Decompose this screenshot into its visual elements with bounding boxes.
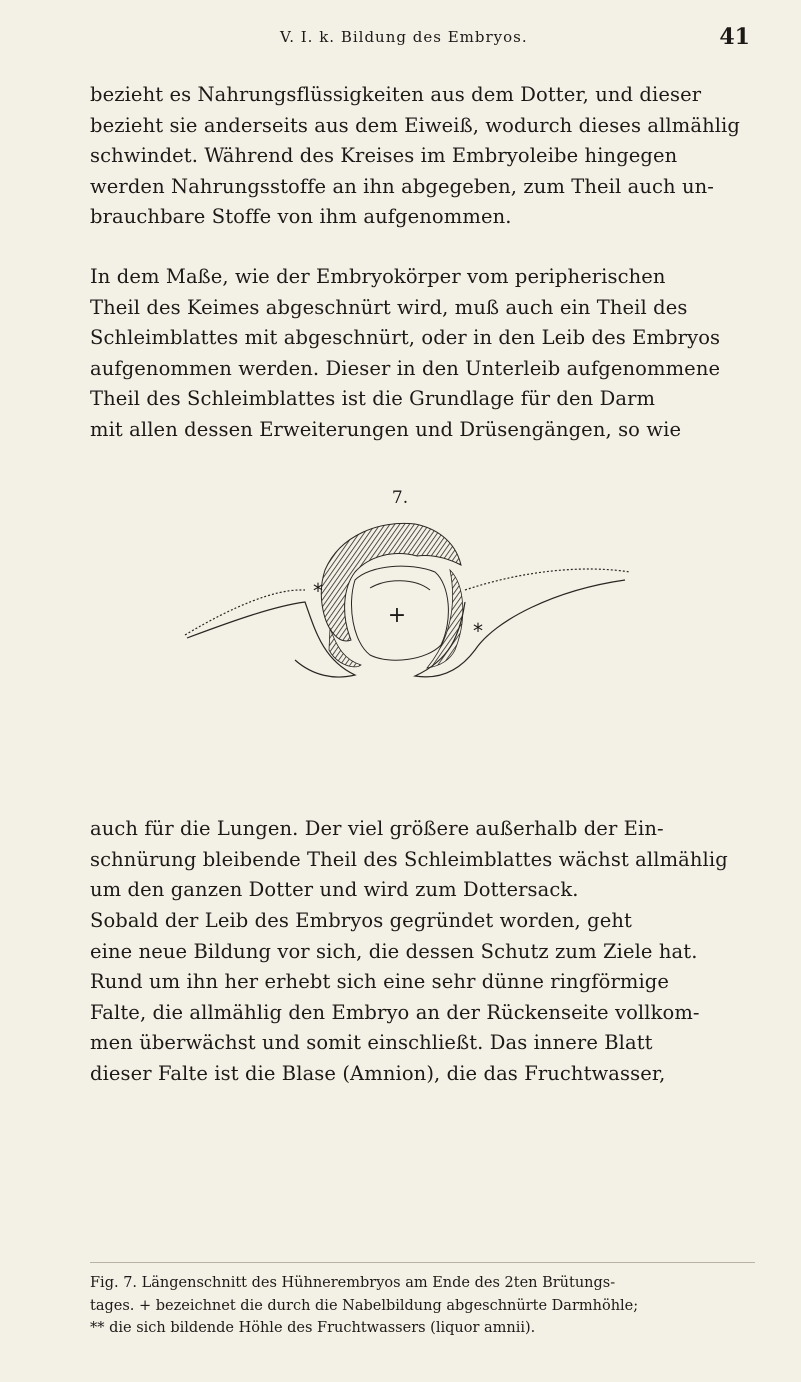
figure-number: 7. [391, 488, 409, 508]
paragraph-2 [90, 262, 755, 445]
text-line: auch für die Lungen. Der viel größere außerhalb der Ein- [90, 817, 664, 840]
embryo-section-figure [165, 510, 635, 690]
caption-line: Fig. 7. Längenschnitt des Hühnerembryos am Ende des 2ten Brütungs- [90, 1275, 616, 1291]
page-header [90, 24, 750, 64]
footnote-divider [90, 1262, 755, 1263]
text-line: bezieht sie anderseits aus dem Eiweiß, wodurch dieses allmählig [90, 113, 740, 137]
text-line: Theil des Schleimblattes ist die Grundlage für den Darm [90, 387, 656, 410]
text-line: Sobald der Leib des Embryos gegründet worden, geht [90, 909, 632, 932]
figure-caption [90, 1272, 755, 1340]
text-line: werden Nahrungsstoffe an ihn abgegeben, zum Theil auch un- [90, 174, 715, 198]
text-line: bezieht es Nahrungsflüssigkeiten aus dem Dotter, und dieser [90, 83, 702, 106]
text-line: schnürung bleibende Theil des Schleimblattes wächst allmählig [90, 847, 728, 871]
text-line: Theil des Keimes abgeschnürt wird, muß auch ein Theil des [90, 295, 688, 319]
asterisk-right: * [473, 619, 483, 643]
asterisk-left: * [313, 579, 323, 603]
text-line: Rund um ihn her erhebt sich eine sehr dünne ringförmige [90, 970, 670, 993]
text-line: aufgenommen werden. Dieser in den Unterleib aufgenommene [90, 356, 721, 380]
caption-line: tages. + bezeichnet die durch die Nabelbildung abgeschnürte Darmhöhle; [90, 1297, 639, 1314]
plus-marker: + [387, 603, 407, 628]
text-line: Schleimblattes mit abgeschnürt, oder in den Leib des Embryos [90, 326, 721, 349]
text-line: schwindet. Während des Kreises im Embryoleibe hingegen [90, 144, 678, 167]
outer-membrane-left [185, 590, 305, 635]
paragraph-4 [90, 906, 755, 1089]
text-line: mit allen dessen Erweiterungen und Drüsengängen, so wie [90, 417, 682, 441]
text-line: brauchbare Stoffe von ihm aufgenommen. [90, 205, 512, 228]
text-line: In dem Maße, wie der Embryokörper vom peripherischen [90, 265, 666, 288]
page-number: 41 [719, 24, 750, 50]
text-line: dieser Falte ist die Blase (Amnion), die das Fruchtwasser, [90, 1061, 666, 1085]
caption-line: ** die sich bildende Höhle des Fruchtwassers (liquor amnii). [90, 1320, 536, 1336]
text-line: men überwächst und somit einschließt. Das innere Blatt [90, 1031, 653, 1054]
paragraph-1 [90, 80, 755, 233]
text-line: eine neue Bildung vor sich, die dessen Schutz zum Ziele hat. [90, 939, 698, 963]
paragraph-3 [90, 814, 755, 906]
running-head: V. I. k. Bildung des Embryos. [280, 28, 528, 46]
text-line: Falte, die allmählig den Embryo an der Rückenseite vollkom- [90, 1000, 700, 1024]
outer-membrane-right [465, 569, 630, 590]
text-line: um den ganzen Dotter und wird zum Dottersack. [90, 878, 579, 901]
